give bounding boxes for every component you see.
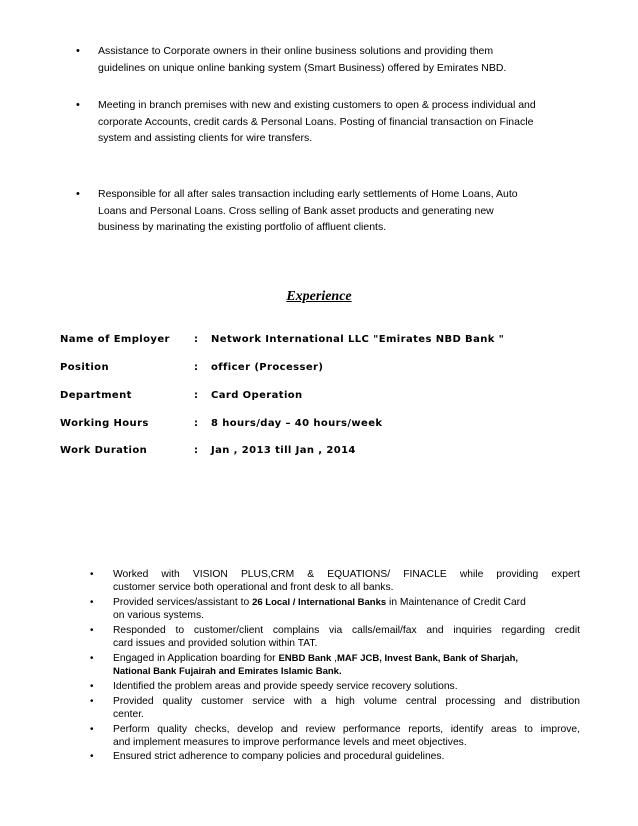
- bullet-icon: •: [90, 681, 94, 692]
- detail-row-working-hours: [60, 418, 600, 434]
- detail-label: Work Duration: [60, 445, 148, 456]
- list-item-line: corporate Accounts, credit cards & Personal Loans. Posting of financial transaction on Finacle: [98, 115, 534, 128]
- bullet-icon: •: [90, 724, 94, 735]
- list-item-line: system and assisting clients for wire transfers.: [98, 132, 313, 144]
- detail-row-position: [60, 362, 600, 378]
- detail-value: officer (Processer): [211, 362, 324, 373]
- section-heading-experience: Experience: [286, 289, 352, 304]
- bullet-icon: •: [76, 188, 80, 200]
- detail-colon: :: [194, 445, 199, 456]
- list-item-line: on various systems.: [113, 610, 204, 621]
- detail-value: Card Operation: [211, 390, 303, 401]
- detail-label: Name of Employer: [60, 334, 170, 345]
- list-item-line: Provided quality customer service with a high volume central processing and distribution: [113, 696, 580, 707]
- list-item-line: Ensured strict adherence to company policies and procedural guidelines.: [113, 751, 445, 762]
- detail-label: Working Hours: [60, 418, 149, 429]
- detail-value: Network International LLC "Emirates NBD Bank ": [211, 334, 505, 345]
- detail-value: 8 hours/day – 40 hours/week: [211, 418, 383, 429]
- list-item-line: guidelines on unique online banking system (Smart Business) offered by Emirates NBD.: [98, 61, 507, 74]
- bullet-icon: •: [76, 45, 80, 57]
- list-item-line: Perform quality checks, develop and review performance reports, identify areas to improve,: [113, 724, 580, 735]
- bullet-icon: •: [90, 653, 94, 664]
- detail-colon: :: [194, 362, 199, 373]
- list-item-line: customer service both operational and front desk to all banks.: [113, 582, 394, 593]
- list-item-line: Assistance to Corporate owners in their online business solutions and providing them: [98, 45, 494, 57]
- list-item-line: Responded to customer/client complains via calls/email/fax and inquiries regarding credit: [113, 625, 580, 636]
- bullet-icon: •: [90, 751, 94, 762]
- detail-row-employer: [60, 334, 600, 350]
- list-item-line: and implement measures to improve performance levels and meet objectives.: [113, 737, 467, 748]
- list-item-line: [113, 652, 580, 665]
- detail-label: Department: [60, 390, 132, 401]
- text-run-bold: ENBD Bank: [278, 653, 332, 664]
- text-run-bold: MAF JCB, Invest Bank, Bank of Sharjah,: [336, 653, 519, 664]
- text-run: ,: [331, 653, 337, 664]
- bullet-icon: •: [76, 99, 80, 111]
- detail-colon: :: [194, 390, 199, 401]
- list-item-line: Identified the problem areas and provide speedy service recovery solutions.: [113, 681, 458, 692]
- text-run: in Maintenance of Credit Card: [386, 597, 526, 608]
- detail-colon: :: [194, 334, 199, 345]
- detail-value: Jan , 2013 till Jan , 2014: [211, 445, 356, 456]
- text-run: Engaged in Application boarding for: [113, 653, 279, 664]
- detail-row-department: [60, 390, 600, 406]
- list-item-line: center.: [113, 709, 144, 720]
- list-item-line: card issues and provided solution within TAT.: [113, 638, 318, 649]
- detail-label: Position: [60, 362, 109, 373]
- bullet-icon: •: [90, 569, 94, 580]
- list-item-line: Worked with VISION PLUS,CRM & EQUATIONS/ FINACLE while providing expert: [113, 569, 580, 580]
- list-item-line: Responsible for all after sales transaction including early settlements of Home Loans, Auto: [98, 188, 518, 200]
- detail-colon: :: [194, 418, 199, 429]
- list-item-line: business by marinating the existing portfolio of affluent clients.: [98, 221, 387, 233]
- list-item-line: National Bank Fujairah and Emirates Islamic Bank.: [113, 666, 342, 677]
- list-item-line: Loans and Personal Loans. Cross selling of Bank asset products and generating new: [98, 204, 494, 217]
- bullet-icon: •: [90, 696, 94, 707]
- list-item-line: Meeting in branch premises with new and existing customers to open & process individual and: [98, 99, 536, 111]
- list-item-line: [113, 596, 580, 609]
- bullet-icon: •: [90, 625, 94, 636]
- text-run: Provided services/assistant to: [113, 597, 253, 608]
- bullet-icon: •: [90, 597, 94, 608]
- text-run-bold: 26 Local / International Banks: [252, 597, 387, 608]
- detail-row-work-duration: [60, 445, 600, 461]
